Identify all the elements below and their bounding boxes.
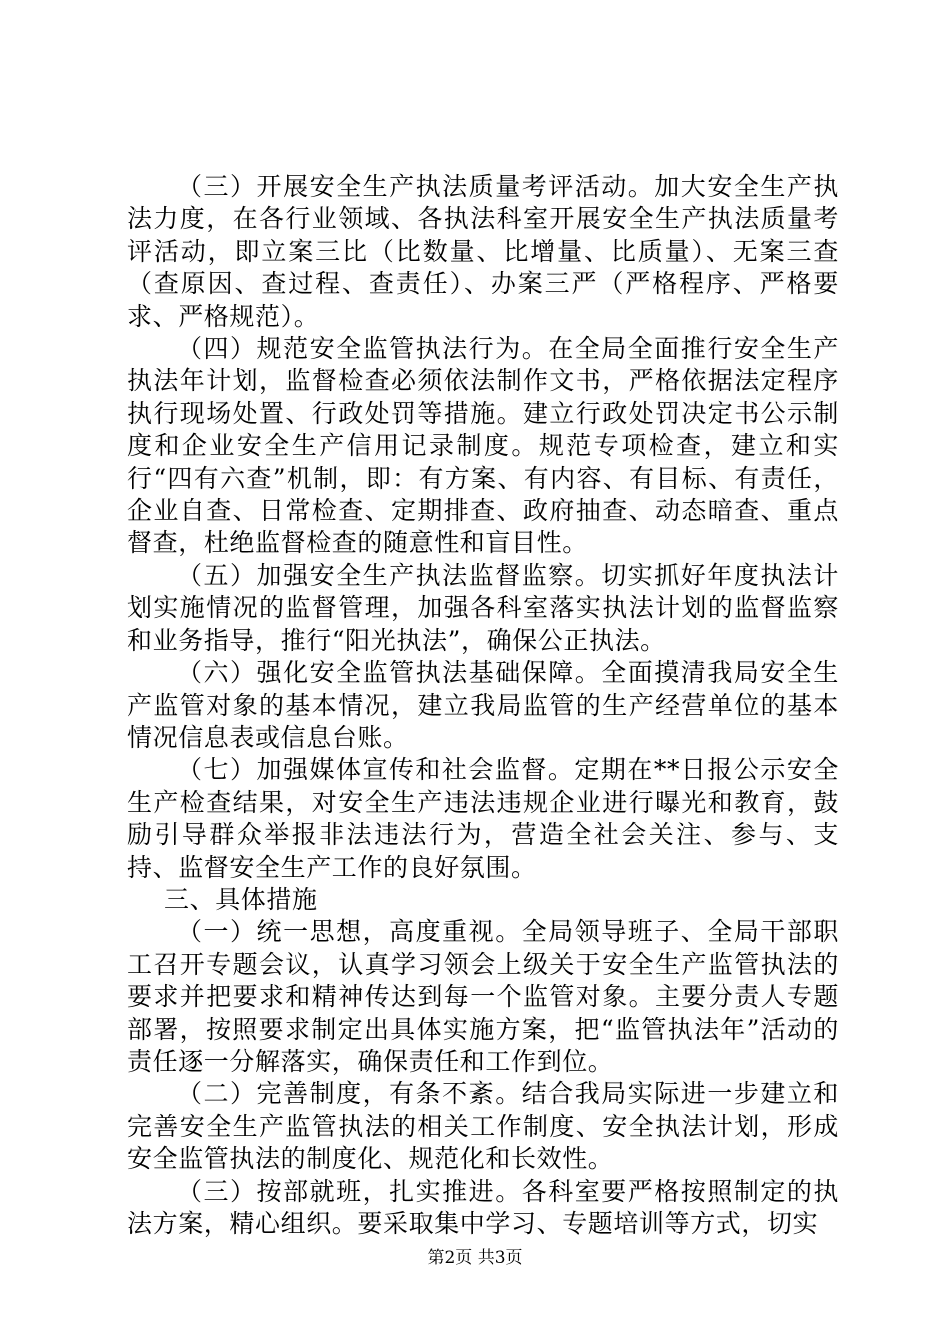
paragraph-section-3-quality-review: （三）开展安全生产执法质量考评活动。加大安全生产执法力度，在各行业领域、各执法科室开展安全生产执法质量考评活动，即立案三比（比数量、比增量、比质量）、无案三查（查原因、查过程、查责任）、办案三严（严格程序、严格要求、严格规范）。	[127, 172, 839, 331]
paragraph-section-6-basic-support: （六）强化安全监管执法基础保障。全面摸清我局安全生产监管对象的基本情况，建立我局监管的生产经营单位的基本情况信息表或信息台账。	[127, 658, 839, 752]
section-heading-specific-measures: 三、具体措施	[164, 884, 318, 914]
page-footer: 第2页 共3页	[427, 1248, 523, 1268]
paragraph-measure-3-step-by-step: （三）按部就班，扎实推进。各科室要严格按照制定的执法方案，精心组织。要采取集中学习、专题培训等方式，切实	[127, 1176, 839, 1238]
paragraph-measure-2-improve-system: （二）完善制度，有条不紊。结合我局实际进一步建立和完善安全生产监管执法的相关工作制度、安全执法计划，形成安全监管执法的制度化、规范化和长效性。	[127, 1079, 839, 1174]
paragraph-section-5-supervision: （五）加强安全生产执法监督监察。切实抓好年度执法计划实施情况的监督管理，加强各科室落实执法计划的监督监察和业务指导，推行“阳光执法”，确保公正执法。	[127, 560, 839, 655]
paragraph-measure-1-unify-thinking: （一）统一思想，高度重视。全局领导班子、全局干部职工召开专题会议，认真学习领会上级关于安全生产监管执法的要求并把要求和精神传达到每一个监管对象。主要分责人专题部署，按照要求制定出具体实施方案，把“监管执法年”活动的责任逐一分解落实，确保责任和工作到位。	[127, 917, 839, 1076]
paragraph-section-4-regulate-enforcement: （四）规范安全监管执法行为。在全局全面推行安全生产执法年计划，监督检查必须依法制作文书，严格依据法定程序执行现场处置、行政处罚等措施。建立行政处罚决定书公示制度和企业安全生产信用记录制度。规范专项检查，建立和实行“四有六查”机制，即：有方案、有内容、有目标、有责任，企业自查、日常检查、定期排查、政府抽查、动态暗查、重点督查，杜绝监督检查的随意性和盲目性。	[127, 334, 839, 558]
document-body	[127, 171, 839, 1240]
paragraph-section-7-media-supervision: （七）加强媒体宣传和社会监督。定期在**日报公示安全生产检查结果，对安全生产违法违规企业进行曝光和教育，鼓励引导群众举报非法违法行为，营造全社会关注、参与、支持、监督安全生产工作的良好氛围。	[127, 755, 839, 882]
